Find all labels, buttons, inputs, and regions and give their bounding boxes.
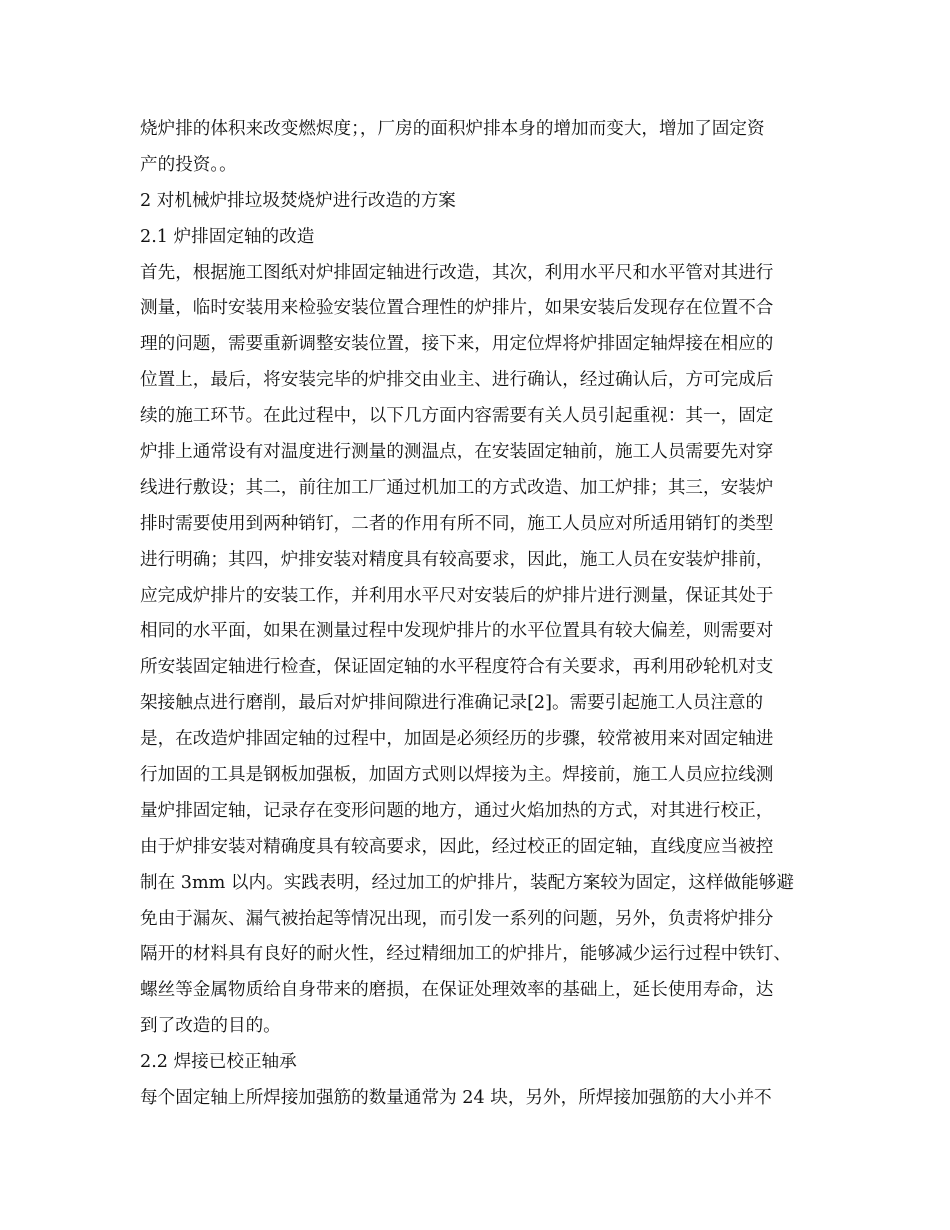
text-line: 量炉排固定轴，记录存在变形问题的地方，通过火焰加热的方式，对其进行校正， bbox=[140, 800, 774, 821]
text-line: 相同的水平面，如果在测量过程中发现炉排片的水平位置具有较大偏差，则需要对 bbox=[140, 621, 774, 642]
text-line: 隔开的材料具有良好的耐火性，经过精细加工的炉排片，能够减少运行过程中铁钉、 bbox=[140, 944, 791, 965]
text-line: 位置上，最后，将安装完毕的炉排交由业主、进行确认，经过确认后，方可完成后 bbox=[140, 370, 774, 391]
text-line: 进行明确；其四，炉排安装对精度具有较高要求，因此，施工人员在安装炉排前， bbox=[140, 549, 774, 570]
text-line: 排时需要使用到两种销钉，二者的作用有所不同，施工人员应对所适用销钉的类型 bbox=[140, 513, 774, 534]
text-line: 制在 3mm 以内。实践表明，经过加工的炉排片，装配方案较为固定，这样做能够避 bbox=[140, 872, 794, 893]
subsection-heading: 2.1 炉排固定轴的改造 bbox=[140, 226, 315, 247]
text-line: 是，在改造炉排固定轴的过程中，加固是必须经历的步骤，较常被用来对固定轴进 bbox=[140, 729, 774, 750]
text-line: 线进行敷设；其二，前往加工厂通过机加工的方式改造、加工炉排；其三，安装炉 bbox=[140, 477, 774, 498]
text-line: 产的投资。。 bbox=[140, 154, 237, 175]
text-line: 理的问题，需要重新调整安装位置，接下来，用定位焊将炉排固定轴焊接在相应的 bbox=[140, 334, 774, 355]
text-line: 测量，临时安装用来检验安装位置合理性的炉排片，如果安装后发现存在位置不合 bbox=[140, 298, 774, 319]
text-line: 由于炉排安装对精确度具有较高要求，因此，经过校正的固定轴，直线度应当被控 bbox=[140, 836, 774, 857]
text-line: 免由于漏灰、漏气被抬起等情况出现，而引发一系列的问题，另外，负责将炉排分 bbox=[140, 908, 774, 929]
text-line: 应完成炉排片的安装工作，并利用水平尺对安装后的炉排片进行测量，保证其处于 bbox=[140, 585, 774, 606]
text-line: 到了改造的目的。 bbox=[140, 1016, 281, 1037]
subsection-heading: 2.2 焊接已校正轴承 bbox=[140, 1052, 297, 1073]
text-line: 每个固定轴上所焊接加强筋的数量通常为 24 块，另外，所焊接加强筋的大小并不 bbox=[140, 1088, 772, 1109]
text-line: 续的施工环节。在此过程中，以下几方面内容需要有关人员引起重视：其一，固定 bbox=[140, 406, 774, 427]
text-line: 螺丝等金属物质给自身带来的磨损，在保证处理效率的基础上，延长使用寿命，达 bbox=[140, 980, 774, 1001]
text-line: 行加固的工具是钢板加强板，加固方式则以焊接为主。焊接前，施工人员应拉线测 bbox=[140, 765, 774, 786]
text-line: 架接触点进行磨削，最后对炉排间隙进行准确记录[2]。需要引起施工人员注意的 bbox=[140, 693, 764, 714]
text-line: 烧炉排的体积来改变燃烬度；，厂房的面积炉排本身的增加而变大，增加了固定资 bbox=[140, 119, 765, 139]
document-body bbox=[140, 112, 840, 1117]
text-line: 炉排上通常设有对温度进行测量的测温点，在安装固定轴前，施工人员需要先对穿 bbox=[140, 442, 774, 463]
text-line: 首先，根据施工图纸对炉排固定轴进行改造，其次，利用水平尺和水平管对其进行 bbox=[140, 262, 774, 283]
text-line: 所安装固定轴进行检查，保证固定轴的水平程度符合有关要求，再利用砂轮机对支 bbox=[140, 657, 774, 678]
section-heading: 2 对机械炉排垃圾焚烧炉进行改造的方案 bbox=[140, 190, 456, 211]
